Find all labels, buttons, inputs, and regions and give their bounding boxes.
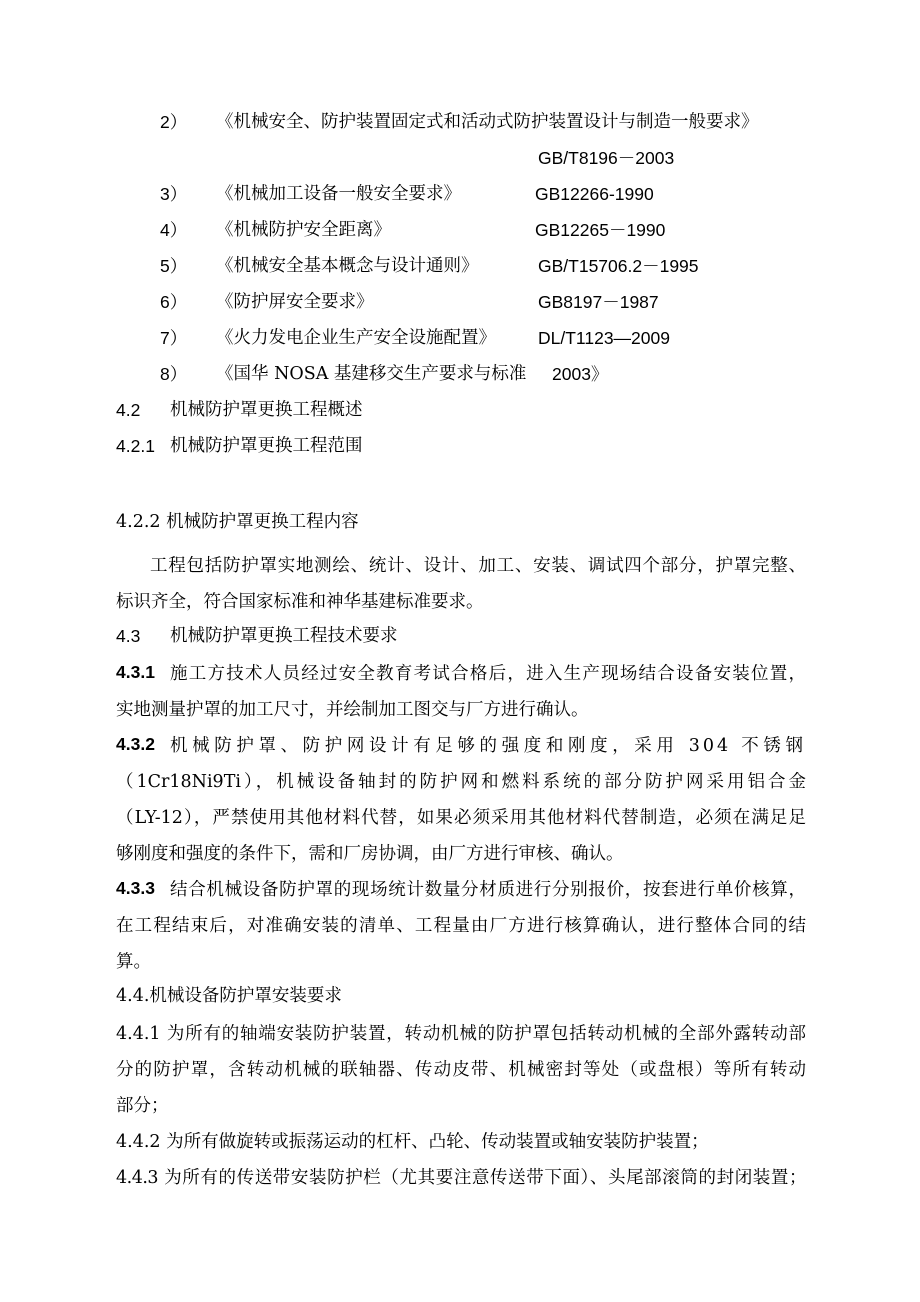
section-title: 机械防护罩更换工程技术要求 — [170, 626, 398, 646]
reference-number: 7） — [160, 328, 188, 348]
paragraph-line: 算。 — [116, 952, 151, 972]
section-number: 4.3.3 — [116, 878, 155, 898]
paragraph-line: 工程包括防护罩实地测绘、统计、设计、加工、安装、调试四个部分，护罩完整、 — [150, 556, 806, 576]
reference-code: GB8197－1987 — [538, 292, 659, 312]
reference-code: GB12266-1990 — [535, 184, 654, 204]
reference-title: 《国华 NOSA 基建移交生产要求与标准 — [216, 364, 527, 384]
reference-title: 《防护屏安全要求》 — [216, 292, 374, 312]
paragraph-line: 在工程结束后，对准确安装的清单、工程量由厂方进行核算确认，进行整体合同的结 — [116, 916, 806, 936]
paragraph-line: 4.4.2 为所有做旋转或振荡运动的杠杆、凸轮、传动装置或轴安装防护装置； — [116, 1132, 709, 1152]
section-4-2-heading — [116, 398, 363, 423]
reference-code: GB/T15706.2－1995 — [538, 256, 699, 276]
section-number: 4.2.1 — [116, 436, 155, 456]
paragraph-line: （LY-12），严禁使用其他材料代替，如果必须采用其他材料代替制造，必须在满足足 — [116, 808, 806, 828]
reference-code: GB12265－1990 — [535, 220, 666, 240]
reference-title: 《机械加工设备一般安全要求》 — [216, 184, 461, 204]
paragraph-line: 够刚度和强度的条件下，需和厂房协调，由厂方进行审核、确认。 — [116, 844, 624, 864]
reference-title: 《火力发电企业生产安全设施配置》 — [216, 328, 496, 348]
paragraph-line: 结合机械设备防护罩的现场统计数量分材质进行分别报价，按套进行单价核算， — [170, 880, 806, 900]
section-4-2-1-heading — [116, 434, 363, 459]
section-4-3-3-number — [116, 876, 155, 901]
section-4-4-heading: 4.4.机械设备防护罩安装要求 — [116, 986, 342, 1006]
reference-code: DL/T1123—2009 — [538, 328, 670, 348]
section-title: 机械防护罩更换工程范围 — [170, 436, 363, 456]
paragraph-line: 4.4.1 为所有的轴端安装防护装置，转动机械的防护罩包括转动机械的全部外露转动部 — [116, 1024, 806, 1044]
reference-code: 2003》 — [552, 364, 609, 384]
reference-number: 6） — [160, 292, 188, 312]
paragraph-line: 机械防护罩、防护网设计有足够的强度和刚度，采用 304 不锈钢 — [170, 736, 806, 756]
paragraph-line: 分的防护罩，含转动机械的联轴器、传动皮带、机械密封等处（或盘根）等所有转动 — [116, 1060, 806, 1080]
reference-number: 4） — [160, 220, 188, 240]
paragraph-line: 4.4.3 为所有的传送带安装防护栏（尤其要注意传送带下面）、头尾部滚筒的封闭装置； — [116, 1168, 806, 1188]
paragraph-line: 实地测量护罩的加工尺寸，并绘制加工图交与厂方进行确认。 — [116, 700, 589, 720]
paragraph-line: （1Cr18Ni9Ti），机械设备轴封的防护网和燃料系统的部分防护网采用铝合金 — [116, 772, 806, 792]
section-number: 4.3.2 — [116, 734, 155, 754]
reference-title: 《机械安全、防护装置固定式和活动式防护装置设计与制造一般要求》 — [216, 112, 759, 132]
reference-number: 3） — [160, 184, 188, 204]
section-number: 4.3 — [116, 626, 141, 646]
reference-number: 5） — [160, 256, 188, 276]
paragraph-line: 施工方技术人员经过安全教育考试合格后，进入生产现场结合设备安装位置， — [170, 664, 806, 684]
section-4-3-1-number — [116, 660, 155, 685]
reference-title: 《机械防护安全距离》 — [216, 220, 391, 240]
paragraph-line: 部分； — [116, 1096, 169, 1116]
section-title: 机械防护罩更换工程概述 — [170, 400, 363, 420]
reference-number: 8） — [160, 364, 188, 384]
reference-code: GB/T8196－2003 — [538, 148, 675, 168]
section-number: 4.3.1 — [116, 662, 155, 682]
paragraph-line: 标识齐全，符合国家标准和神华基建标准要求。 — [116, 592, 484, 612]
section-number: 4.2 — [116, 400, 141, 420]
reference-number: 2） — [160, 112, 188, 132]
section-4-3-heading — [116, 624, 398, 649]
section-4-2-2-heading: 4.2.2 机械防护罩更换工程内容 — [116, 512, 359, 532]
section-4-3-2-number — [116, 732, 155, 757]
reference-title: 《机械安全基本概念与设计通则》 — [216, 256, 479, 276]
